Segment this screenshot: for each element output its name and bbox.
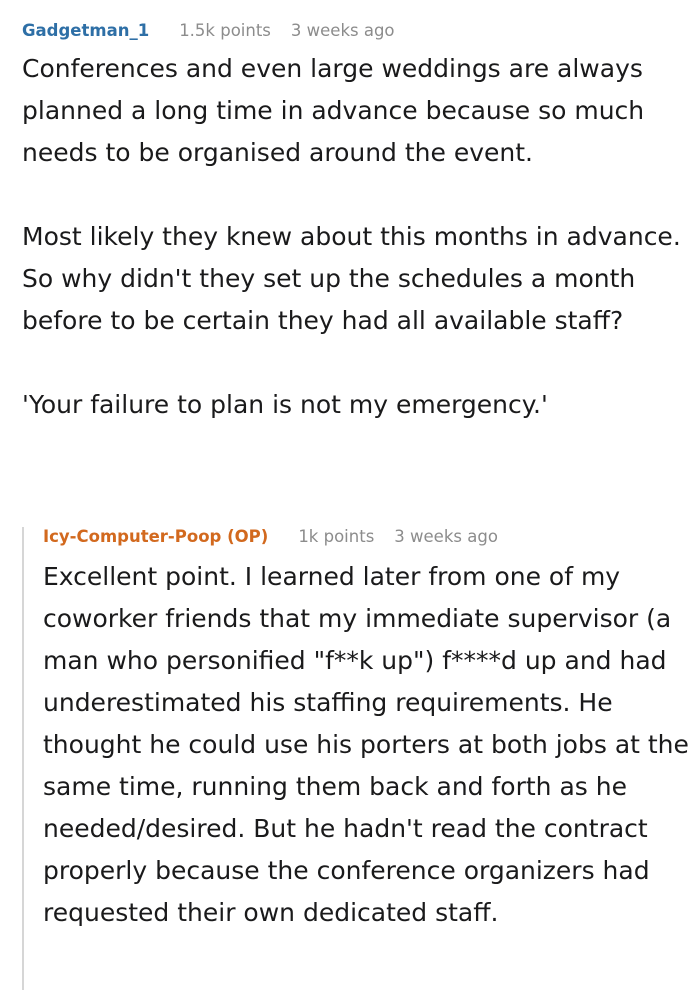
comment-timestamp: 3 weeks ago (290, 21, 395, 40)
comment-paragraph: 'Your failure to plan is not my emergency.' (22, 390, 548, 419)
comment-paragraph: Most likely they knew about this months in advance. So why didn't they set up the schedules a month before to be certain they had all available staff? (22, 222, 681, 335)
reply-comment (43, 524, 693, 934)
comment (22, 18, 692, 426)
reply-meta (43, 524, 693, 550)
comment-body (22, 48, 692, 426)
reply-paragraph: Excellent point. I learned later from one of my coworker friends that my immediate supervisor (a man who personified "f**k up") f****d up and had underestimated his staffing requirements. He thought he could use his porters at both jobs at the same time, running them back and forth as he needed/desired. But he hadn't read the contract properly because the conference organizers had requested their own dedicated staff. (43, 562, 689, 927)
comment-meta (22, 18, 692, 44)
reply-timestamp: 3 weeks ago (394, 527, 498, 546)
comment-author[interactable]: Gadgetman_1 (22, 21, 150, 40)
reply-author[interactable]: Icy-Computer-Poop (OP) (43, 527, 269, 546)
reply-thread-line[interactable] (22, 527, 24, 990)
comment-paragraph: Conferences and even large weddings are always planned a long time in advance because so much needs to be organised around the event. (22, 54, 645, 167)
comment-points: 1.5k points (179, 21, 271, 40)
reply-points: 1k points (298, 527, 375, 546)
reply-body (43, 556, 693, 934)
